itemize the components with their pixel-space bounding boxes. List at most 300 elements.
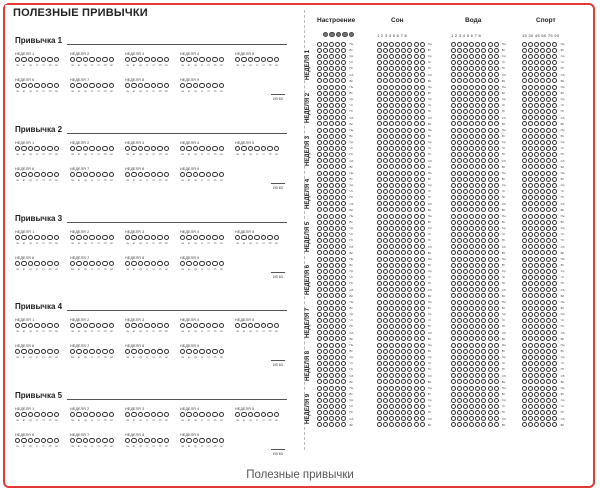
- tracker-circle[interactable]: [451, 171, 456, 176]
- tracker-circle[interactable]: [389, 361, 394, 366]
- tracker-circle[interactable]: [463, 214, 468, 219]
- tracker-circle[interactable]: [329, 158, 334, 163]
- tracker-circle[interactable]: [546, 109, 551, 114]
- day-checkbox[interactable]: [144, 349, 149, 354]
- tracker-circle[interactable]: [389, 379, 394, 384]
- tracker-circle[interactable]: [522, 140, 527, 145]
- tracker-circle[interactable]: [488, 121, 493, 126]
- tracker-circle[interactable]: [401, 306, 406, 311]
- tracker-circle[interactable]: [540, 171, 545, 176]
- tracker-circle[interactable]: [317, 195, 322, 200]
- tracker-circle[interactable]: [323, 404, 328, 409]
- tracker-circle[interactable]: [488, 386, 493, 391]
- tracker-circle[interactable]: [323, 91, 328, 96]
- day-checkbox[interactable]: [41, 261, 46, 266]
- day-checkbox[interactable]: [248, 146, 253, 151]
- tracker-circle[interactable]: [395, 103, 400, 108]
- tracker-circle[interactable]: [317, 373, 322, 378]
- tracker-circle[interactable]: [546, 422, 551, 427]
- day-checkbox[interactable]: [76, 261, 81, 266]
- day-checkbox[interactable]: [157, 412, 162, 417]
- tracker-circle[interactable]: [475, 220, 480, 225]
- tracker-circle[interactable]: [407, 121, 412, 126]
- tracker-circle[interactable]: [323, 115, 328, 120]
- tracker-circle[interactable]: [451, 287, 456, 292]
- tracker-circle[interactable]: [383, 54, 388, 59]
- tracker-circle[interactable]: [528, 336, 533, 341]
- tracker-circle[interactable]: [420, 220, 425, 225]
- tracker-circle[interactable]: [329, 48, 334, 53]
- tracker-circle[interactable]: [401, 373, 406, 378]
- tracker-circle[interactable]: [540, 281, 545, 286]
- tracker-circle[interactable]: [528, 60, 533, 65]
- tracker-circle[interactable]: [329, 318, 334, 323]
- tracker-circle[interactable]: [335, 293, 340, 298]
- day-checkbox[interactable]: [180, 261, 185, 266]
- tracker-circle[interactable]: [494, 275, 499, 280]
- tracker-circle[interactable]: [329, 152, 334, 157]
- tracker-circle[interactable]: [540, 275, 545, 280]
- tracker-circle[interactable]: [414, 306, 419, 311]
- tracker-circle[interactable]: [546, 306, 551, 311]
- day-checkbox[interactable]: [138, 323, 143, 328]
- tracker-circle[interactable]: [528, 330, 533, 335]
- tracker-circle[interactable]: [407, 250, 412, 255]
- day-checkbox[interactable]: [186, 323, 191, 328]
- tracker-circle[interactable]: [323, 85, 328, 90]
- tracker-circle[interactable]: [463, 109, 468, 114]
- tracker-circle[interactable]: [341, 42, 346, 47]
- day-checkbox[interactable]: [254, 57, 259, 62]
- tracker-circle[interactable]: [420, 72, 425, 77]
- tracker-circle[interactable]: [317, 109, 322, 114]
- tracker-circle[interactable]: [469, 109, 474, 114]
- tracker-circle[interactable]: [317, 300, 322, 305]
- tracker-circle[interactable]: [420, 103, 425, 108]
- tracker-circle[interactable]: [420, 275, 425, 280]
- tracker-circle[interactable]: [414, 189, 419, 194]
- tracker-circle[interactable]: [389, 134, 394, 139]
- tracker-circle[interactable]: [469, 207, 474, 212]
- tracker-circle[interactable]: [407, 238, 412, 243]
- tracker-circle[interactable]: [528, 392, 533, 397]
- tracker-circle[interactable]: [383, 355, 388, 360]
- tracker-circle[interactable]: [401, 78, 406, 83]
- tracker-circle[interactable]: [463, 164, 468, 169]
- tracker-circle[interactable]: [420, 60, 425, 65]
- tracker-circle[interactable]: [414, 164, 419, 169]
- tracker-circle[interactable]: [488, 109, 493, 114]
- tracker-circle[interactable]: [383, 207, 388, 212]
- tracker-circle[interactable]: [475, 410, 480, 415]
- tracker-circle[interactable]: [494, 269, 499, 274]
- tracker-circle[interactable]: [475, 60, 480, 65]
- tracker-circle[interactable]: [317, 275, 322, 280]
- tracker-circle[interactable]: [317, 312, 322, 317]
- tracker-circle[interactable]: [407, 78, 412, 83]
- tracker-circle[interactable]: [451, 121, 456, 126]
- tracker-circle[interactable]: [341, 410, 346, 415]
- tracker-circle[interactable]: [323, 367, 328, 372]
- tracker-circle[interactable]: [546, 275, 551, 280]
- day-checkbox[interactable]: [83, 261, 88, 266]
- tracker-circle[interactable]: [407, 97, 412, 102]
- tracker-circle[interactable]: [552, 97, 557, 102]
- day-checkbox[interactable]: [261, 146, 266, 151]
- tracker-circle[interactable]: [451, 48, 456, 53]
- tracker-circle[interactable]: [341, 404, 346, 409]
- tracker-circle[interactable]: [534, 330, 539, 335]
- day-checkbox[interactable]: [144, 146, 149, 151]
- tracker-circle[interactable]: [540, 367, 545, 372]
- day-checkbox[interactable]: [131, 146, 136, 151]
- day-checkbox[interactable]: [34, 323, 39, 328]
- tracker-circle[interactable]: [420, 48, 425, 53]
- tracker-circle[interactable]: [540, 355, 545, 360]
- tracker-circle[interactable]: [329, 244, 334, 249]
- day-checkbox[interactable]: [212, 323, 217, 328]
- tracker-circle[interactable]: [469, 115, 474, 120]
- tracker-circle[interactable]: [528, 164, 533, 169]
- tracker-circle[interactable]: [407, 54, 412, 59]
- tracker-circle[interactable]: [546, 312, 551, 317]
- tracker-circle[interactable]: [395, 128, 400, 133]
- tracker-circle[interactable]: [401, 324, 406, 329]
- tracker-circle[interactable]: [323, 269, 328, 274]
- tracker-circle[interactable]: [401, 183, 406, 188]
- tracker-circle[interactable]: [534, 103, 539, 108]
- tracker-circle[interactable]: [469, 189, 474, 194]
- tracker-circle[interactable]: [469, 300, 474, 305]
- tracker-circle[interactable]: [317, 330, 322, 335]
- tracker-circle[interactable]: [522, 201, 527, 206]
- tracker-circle[interactable]: [389, 214, 394, 219]
- tracker-circle[interactable]: [420, 330, 425, 335]
- day-checkbox[interactable]: [21, 261, 26, 266]
- tracker-circle[interactable]: [335, 404, 340, 409]
- day-checkbox[interactable]: [131, 349, 136, 354]
- tracker-circle[interactable]: [488, 195, 493, 200]
- tracker-circle[interactable]: [335, 158, 340, 163]
- tracker-circle[interactable]: [383, 318, 388, 323]
- tracker-circle[interactable]: [534, 361, 539, 366]
- tracker-circle[interactable]: [414, 207, 419, 212]
- tracker-circle[interactable]: [488, 60, 493, 65]
- day-checkbox[interactable]: [34, 412, 39, 417]
- tracker-circle[interactable]: [475, 171, 480, 176]
- tracker-circle[interactable]: [457, 54, 462, 59]
- tracker-circle[interactable]: [528, 54, 533, 59]
- tracker-circle[interactable]: [451, 85, 456, 90]
- tracker-circle[interactable]: [335, 250, 340, 255]
- tracker-circle[interactable]: [552, 330, 557, 335]
- tracker-circle[interactable]: [488, 312, 493, 317]
- tracker-circle[interactable]: [488, 244, 493, 249]
- tracker-circle[interactable]: [383, 416, 388, 421]
- tracker-circle[interactable]: [389, 244, 394, 249]
- tracker-circle[interactable]: [395, 232, 400, 237]
- tracker-circle[interactable]: [317, 318, 322, 323]
- day-checkbox[interactable]: [131, 261, 136, 266]
- tracker-circle[interactable]: [540, 250, 545, 255]
- day-checkbox[interactable]: [109, 349, 114, 354]
- day-checkbox[interactable]: [138, 349, 143, 354]
- habit-name-line[interactable]: [67, 222, 287, 223]
- tracker-circle[interactable]: [463, 373, 468, 378]
- tracker-circle[interactable]: [341, 306, 346, 311]
- tracker-circle[interactable]: [540, 146, 545, 151]
- tracker-circle[interactable]: [546, 214, 551, 219]
- tracker-circle[interactable]: [469, 140, 474, 145]
- tracker-circle[interactable]: [341, 232, 346, 237]
- tracker-circle[interactable]: [494, 336, 499, 341]
- tracker-circle[interactable]: [488, 318, 493, 323]
- tracker-circle[interactable]: [395, 152, 400, 157]
- tracker-circle[interactable]: [534, 60, 539, 65]
- tracker-circle[interactable]: [335, 275, 340, 280]
- tracker-circle[interactable]: [481, 171, 486, 176]
- tracker-circle[interactable]: [323, 201, 328, 206]
- tracker-circle[interactable]: [522, 269, 527, 274]
- tracker-circle[interactable]: [528, 66, 533, 71]
- tracker-circle[interactable]: [383, 343, 388, 348]
- tracker-circle[interactable]: [377, 422, 382, 427]
- tracker-circle[interactable]: [335, 115, 340, 120]
- tracker-circle[interactable]: [414, 177, 419, 182]
- day-checkbox[interactable]: [15, 172, 20, 177]
- day-checkbox[interactable]: [138, 261, 143, 266]
- tracker-circle[interactable]: [552, 343, 557, 348]
- tracker-circle[interactable]: [341, 367, 346, 372]
- tracker-circle[interactable]: [383, 152, 388, 157]
- tracker-circle[interactable]: [522, 330, 527, 335]
- tracker-circle[interactable]: [389, 386, 394, 391]
- tracker-circle[interactable]: [451, 404, 456, 409]
- tracker-circle[interactable]: [335, 312, 340, 317]
- tracker-circle[interactable]: [457, 361, 462, 366]
- tracker-circle[interactable]: [341, 349, 346, 354]
- tracker-circle[interactable]: [552, 404, 557, 409]
- day-checkbox[interactable]: [34, 349, 39, 354]
- tracker-circle[interactable]: [420, 349, 425, 354]
- tracker-circle[interactable]: [401, 232, 406, 237]
- tracker-circle[interactable]: [341, 398, 346, 403]
- tracker-circle[interactable]: [407, 410, 412, 415]
- tracker-circle[interactable]: [463, 263, 468, 268]
- tracker-circle[interactable]: [475, 238, 480, 243]
- tracker-circle[interactable]: [475, 379, 480, 384]
- tracker-circle[interactable]: [407, 146, 412, 151]
- tracker-circle[interactable]: [457, 392, 462, 397]
- tracker-circle[interactable]: [341, 386, 346, 391]
- tracker-circle[interactable]: [481, 214, 486, 219]
- tracker-circle[interactable]: [317, 238, 322, 243]
- tracker-circle[interactable]: [469, 281, 474, 286]
- tracker-circle[interactable]: [401, 72, 406, 77]
- tracker-circle[interactable]: [414, 398, 419, 403]
- tracker-circle[interactable]: [323, 232, 328, 237]
- tracker-circle[interactable]: [494, 257, 499, 262]
- tracker-circle[interactable]: [420, 398, 425, 403]
- tracker-circle[interactable]: [377, 373, 382, 378]
- tracker-circle[interactable]: [469, 244, 474, 249]
- tracker-circle[interactable]: [329, 146, 334, 151]
- tracker-circle[interactable]: [329, 42, 334, 47]
- tracker-circle[interactable]: [407, 115, 412, 120]
- day-checkbox[interactable]: [180, 323, 185, 328]
- tracker-circle[interactable]: [528, 287, 533, 292]
- tracker-circle[interactable]: [469, 392, 474, 397]
- tracker-circle[interactable]: [540, 164, 545, 169]
- tracker-circle[interactable]: [540, 300, 545, 305]
- tracker-circle[interactable]: [469, 97, 474, 102]
- tracker-circle[interactable]: [383, 361, 388, 366]
- tracker-circle[interactable]: [522, 91, 527, 96]
- tracker-circle[interactable]: [401, 404, 406, 409]
- tracker-circle[interactable]: [395, 318, 400, 323]
- tracker-circle[interactable]: [469, 306, 474, 311]
- tracker-circle[interactable]: [420, 312, 425, 317]
- tracker-circle[interactable]: [420, 158, 425, 163]
- tracker-circle[interactable]: [335, 134, 340, 139]
- tracker-circle[interactable]: [540, 238, 545, 243]
- tracker-circle[interactable]: [463, 379, 468, 384]
- tracker-circle[interactable]: [546, 201, 551, 206]
- tracker-circle[interactable]: [420, 164, 425, 169]
- tracker-circle[interactable]: [451, 78, 456, 83]
- tracker-circle[interactable]: [481, 355, 486, 360]
- tracker-circle[interactable]: [317, 293, 322, 298]
- tracker-circle[interactable]: [457, 398, 462, 403]
- tracker-circle[interactable]: [377, 97, 382, 102]
- tracker-circle[interactable]: [540, 398, 545, 403]
- day-checkbox[interactable]: [15, 349, 20, 354]
- tracker-circle[interactable]: [383, 232, 388, 237]
- tracker-circle[interactable]: [534, 78, 539, 83]
- tracker-circle[interactable]: [546, 336, 551, 341]
- tracker-circle[interactable]: [457, 134, 462, 139]
- tracker-circle[interactable]: [317, 201, 322, 206]
- tracker-circle[interactable]: [341, 300, 346, 305]
- tracker-circle[interactable]: [420, 257, 425, 262]
- tracker-circle[interactable]: [494, 183, 499, 188]
- tracker-circle[interactable]: [395, 146, 400, 151]
- tracker-circle[interactable]: [546, 48, 551, 53]
- tracker-circle[interactable]: [475, 336, 480, 341]
- tracker-circle[interactable]: [323, 164, 328, 169]
- tracker-circle[interactable]: [329, 103, 334, 108]
- tracker-circle[interactable]: [377, 115, 382, 120]
- tracker-circle[interactable]: [401, 300, 406, 305]
- day-checkbox[interactable]: [83, 172, 88, 177]
- tracker-circle[interactable]: [329, 367, 334, 372]
- tracker-circle[interactable]: [451, 269, 456, 274]
- tracker-circle[interactable]: [457, 386, 462, 391]
- day-checkbox[interactable]: [28, 323, 33, 328]
- tracker-circle[interactable]: [546, 128, 551, 133]
- tracker-circle[interactable]: [420, 183, 425, 188]
- tracker-circle[interactable]: [457, 183, 462, 188]
- tracker-circle[interactable]: [451, 128, 456, 133]
- day-checkbox[interactable]: [219, 438, 224, 443]
- tracker-circle[interactable]: [395, 300, 400, 305]
- tracker-circle[interactable]: [395, 109, 400, 114]
- tracker-circle[interactable]: [341, 214, 346, 219]
- tracker-circle[interactable]: [341, 416, 346, 421]
- tracker-circle[interactable]: [475, 367, 480, 372]
- tracker-circle[interactable]: [534, 158, 539, 163]
- tracker-circle[interactable]: [383, 379, 388, 384]
- tracker-circle[interactable]: [329, 386, 334, 391]
- tracker-circle[interactable]: [377, 336, 382, 341]
- tracker-circle[interactable]: [341, 183, 346, 188]
- tracker-circle[interactable]: [494, 293, 499, 298]
- tracker-circle[interactable]: [540, 392, 545, 397]
- tracker-circle[interactable]: [317, 54, 322, 59]
- tracker-circle[interactable]: [522, 300, 527, 305]
- tracker-circle[interactable]: [377, 140, 382, 145]
- tracker-circle[interactable]: [488, 293, 493, 298]
- tracker-circle[interactable]: [414, 269, 419, 274]
- tracker-circle[interactable]: [546, 250, 551, 255]
- tracker-circle[interactable]: [463, 404, 468, 409]
- tracker-circle[interactable]: [389, 183, 394, 188]
- tracker-circle[interactable]: [451, 257, 456, 262]
- tracker-circle[interactable]: [469, 232, 474, 237]
- tracker-circle[interactable]: [469, 54, 474, 59]
- tracker-circle[interactable]: [528, 146, 533, 151]
- tracker-circle[interactable]: [546, 152, 551, 157]
- tracker-circle[interactable]: [463, 189, 468, 194]
- tracker-circle[interactable]: [475, 78, 480, 83]
- tracker-circle[interactable]: [494, 410, 499, 415]
- tracker-circle[interactable]: [420, 300, 425, 305]
- day-checkbox[interactable]: [70, 235, 75, 240]
- tracker-circle[interactable]: [329, 226, 334, 231]
- tracker-circle[interactable]: [546, 103, 551, 108]
- tracker-circle[interactable]: [552, 238, 557, 243]
- day-checkbox[interactable]: [164, 146, 169, 151]
- tracker-circle[interactable]: [451, 300, 456, 305]
- tracker-circle[interactable]: [451, 152, 456, 157]
- day-checkbox[interactable]: [219, 57, 224, 62]
- tracker-circle[interactable]: [341, 287, 346, 292]
- tracker-circle[interactable]: [414, 42, 419, 47]
- tracker-circle[interactable]: [335, 103, 340, 108]
- tracker-circle[interactable]: [481, 361, 486, 366]
- tracker-circle[interactable]: [475, 355, 480, 360]
- tracker-circle[interactable]: [534, 97, 539, 102]
- tracker-circle[interactable]: [534, 238, 539, 243]
- tracker-circle[interactable]: [407, 72, 412, 77]
- day-checkbox[interactable]: [47, 172, 52, 177]
- tracker-circle[interactable]: [546, 60, 551, 65]
- tracker-circle[interactable]: [481, 226, 486, 231]
- tracker-circle[interactable]: [481, 54, 486, 59]
- tracker-circle[interactable]: [407, 140, 412, 145]
- day-checkbox[interactable]: [15, 412, 20, 417]
- tracker-circle[interactable]: [522, 97, 527, 102]
- tracker-circle[interactable]: [341, 373, 346, 378]
- tracker-circle[interactable]: [377, 54, 382, 59]
- tracker-circle[interactable]: [329, 404, 334, 409]
- day-checkbox[interactable]: [76, 57, 81, 62]
- tracker-circle[interactable]: [522, 134, 527, 139]
- tracker-circle[interactable]: [407, 183, 412, 188]
- tracker-circle[interactable]: [463, 349, 468, 354]
- tracker-circle[interactable]: [546, 66, 551, 71]
- tracker-circle[interactable]: [341, 115, 346, 120]
